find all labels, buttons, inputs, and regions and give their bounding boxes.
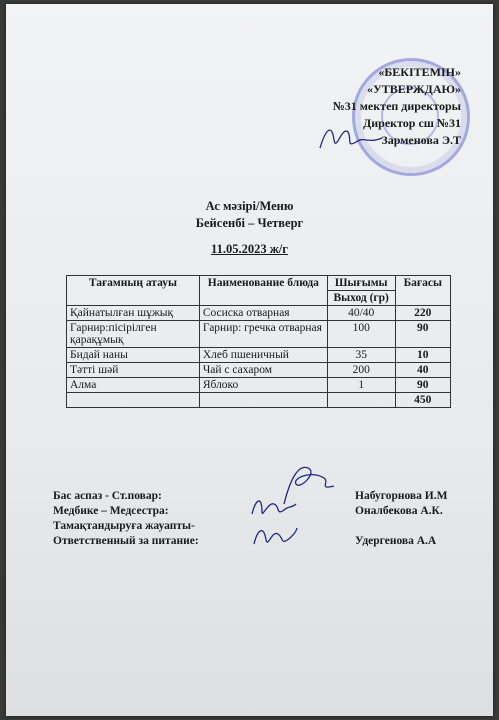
menu-date: 11.05.2023 ж/г (211, 242, 288, 256)
table-total-row (67, 393, 451, 408)
nurse-signature (248, 492, 298, 520)
nurse-name: Оналбекова А.К. (355, 505, 443, 517)
header-price: Бағасы (395, 276, 450, 306)
dish-output: 35 (327, 348, 395, 363)
table-row (67, 363, 451, 378)
total-price: 450 (395, 393, 450, 408)
dish-output: 200 (327, 363, 395, 378)
dish-price: 10 (395, 348, 450, 363)
responsible-signature (250, 520, 298, 550)
dish-kz: Қайнатылған шұжық (67, 306, 200, 321)
responsible-name: Удергенова А.А (355, 535, 437, 547)
dish-output: 1 (327, 378, 395, 393)
cook-label: Бас аспаз - Ст.повар: (53, 490, 162, 502)
dish-kz: Тәтті шәй (67, 363, 200, 378)
dish-output: 40/40 (327, 306, 395, 321)
approval-line-5: Зарменова Э.Т (381, 133, 461, 147)
menu-title: Ас мәзірі/Меню (205, 199, 294, 213)
dish-kz: Гарнир:пісірілген қарақұмық (67, 321, 200, 348)
dish-ru: Сосиска отварная (199, 306, 327, 321)
responsible-label-ru: Ответственный за питание: (53, 535, 199, 547)
dish-ru: Чай с сахаром (199, 363, 327, 378)
table-row (67, 321, 451, 348)
approval-line-3: №31 мектеп директоры (332, 99, 461, 113)
header-ru: Наименование блюда (199, 276, 327, 306)
table-row (67, 348, 451, 363)
table-row (67, 306, 451, 321)
dish-price: 90 (395, 321, 450, 348)
approval-line-4: Директор сш №31 (362, 116, 461, 130)
header-out-kz: Шығымы (327, 276, 395, 291)
responsible-label-kz: Тамақтандыруға жауапты- (53, 520, 195, 532)
header-out-ru: Выход (гр) (327, 291, 395, 306)
approval-line-2: «УТВЕРЖДАЮ» (366, 82, 461, 96)
dish-output: 100 (327, 321, 395, 348)
table-row (67, 378, 451, 393)
table-header-row (67, 276, 451, 291)
approval-line-1: «БЕКІТЕМІН» (378, 65, 461, 79)
dish-ru: Яблоко (199, 378, 327, 393)
dish-kz: Бидай наны (67, 348, 200, 363)
director-signature (316, 118, 386, 158)
dish-kz: Алма (67, 378, 200, 393)
cook-name: Набугорнова И.М (355, 490, 448, 502)
dish-ru: Хлеб пшеничный (199, 348, 327, 363)
menu-day: Бейсенбі – Четверг (195, 216, 304, 230)
dish-price: 90 (395, 378, 450, 393)
nurse-label: Медбике – Медсестра: (53, 505, 169, 517)
header-kz: Тағамның атауы (67, 276, 200, 306)
dish-ru: Гарнир: гречка отварная (199, 321, 327, 348)
menu-table (66, 275, 451, 408)
dish-price: 220 (395, 306, 450, 321)
dish-price: 40 (395, 363, 450, 378)
